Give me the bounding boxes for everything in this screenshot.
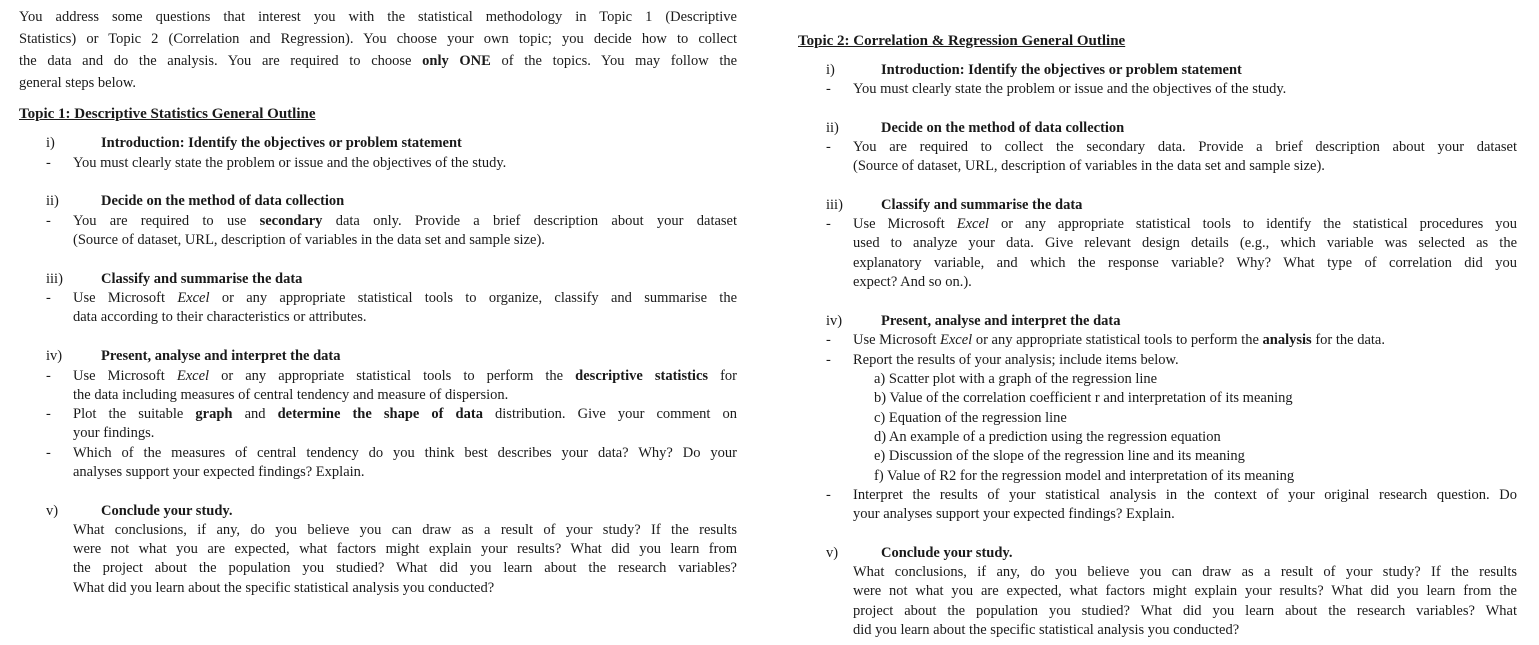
t1-s1-heading: Introduction: Identify the objectives or problem statement	[101, 135, 462, 151]
intro-emphasis: only ONE	[422, 53, 491, 69]
t1-s4-bullet2-line2: your findings.	[73, 425, 155, 441]
t2-s3-text: or any appropriate statistical tools to identify the statistical procedures you	[1000, 216, 1518, 232]
t2-s4-bullet3-line2: your analyses support your expected findings? Explain.	[853, 506, 1175, 522]
t1-s4-bullet2-line1	[73, 405, 737, 425]
bullet-dash: -	[46, 368, 51, 384]
t2-s4-bullet1	[853, 331, 1517, 351]
topic2-title: Topic 2: Correlation & Regression General Outline	[798, 33, 1126, 49]
bullet-dash: -	[826, 487, 831, 503]
t2-s4-item-a: a) Scatter plot with a graph of the regression line	[874, 371, 1158, 387]
t2-s2-bullet-line1: You are required to collect the secondary data. Provide a brief description about your dataset	[853, 139, 1517, 155]
t2-s3-excel: Excel	[956, 216, 989, 232]
t1-s4-shape: determine the shape of data	[277, 406, 483, 422]
t2-s3-bullet-line1	[853, 215, 1517, 235]
t2-s4-analysis: analysis	[1262, 332, 1312, 348]
t2-s5-heading: Conclude your study.	[881, 545, 1013, 561]
t1-s4-text: Plot the suitable	[73, 406, 184, 422]
t1-s4-descriptive: descriptive statistics	[575, 368, 709, 384]
t1-s2-bullet-line1	[73, 212, 737, 232]
t2-s2-number: ii)	[826, 120, 839, 136]
t2-s2-bullet-line2: (Source of dataset, URL, description of variables in the data set and sample size).	[853, 158, 1325, 174]
t2-s4-bullet2: Report the results of your analysis; include items below.	[853, 352, 1179, 368]
t2-s4-item-c: c) Equation of the regression line	[874, 410, 1067, 426]
bullet-dash: -	[46, 155, 51, 171]
t2-s4-number: iv)	[826, 313, 843, 329]
t1-s3-bullet-line2: data according to their characteristics or attributes.	[73, 309, 367, 325]
t1-s4-bullet3-line1: Which of the measures of central tendency do you think best describes your data? Why? Do your	[73, 445, 737, 461]
intro-text: the data and do the analysis. You are required to choose	[19, 53, 412, 69]
t2-s5-number: v)	[826, 545, 839, 561]
t2-s5-line2: were not what you are expected, what factors might explain your results? What did you learn from the	[853, 583, 1517, 599]
t2-s5-line1: What conclusions, if any, do you believe you can draw as a result of your study? If the results	[853, 564, 1517, 580]
bullet-dash: -	[826, 81, 831, 97]
t1-s3-text: or any appropriate statistical tools to organize, classify and summarise the	[221, 290, 738, 306]
t2-s2-heading: Decide on the method of data collection	[881, 120, 1125, 136]
t2-s1-bullet: You must clearly state the problem or issue and the objectives of the study.	[853, 81, 1287, 97]
t1-s2-number: ii)	[46, 193, 59, 209]
t1-s4-number: iv)	[46, 348, 63, 364]
t1-s4-heading: Present, analyse and interpret the data	[101, 348, 341, 364]
t1-s3-bullet-line1	[73, 289, 737, 309]
t1-s4-bullet3-line2: analyses support your expected findings? Explain.	[73, 464, 365, 480]
t2-s3-bullet-line2: used to analyze your data. Give relevant design details (e.g., which variable was selected as the	[853, 235, 1517, 251]
t2-s4-text: or any appropriate statistical tools to perform the	[975, 332, 1259, 348]
t2-s3-number: iii)	[826, 197, 843, 213]
t2-s4-text: Use Microsoft	[853, 332, 937, 348]
intro-line-3	[19, 52, 737, 72]
topic1-title: Topic 1: Descriptive Statistics General Outline	[19, 106, 316, 122]
t1-s3-number: iii)	[46, 271, 63, 287]
intro-line-1: You address some questions that interest you with the statistical methodology in Topic 1 (Descriptive	[19, 9, 737, 25]
bullet-dash: -	[46, 290, 51, 306]
t2-s4-text: for the data.	[1315, 332, 1385, 348]
t1-s4-text: for	[720, 368, 737, 384]
t1-s5-line2: were not what you are expected, what factors might explain your results? What did you learn from	[73, 541, 737, 557]
t2-s3-heading: Classify and summarise the data	[881, 197, 1083, 213]
bullet-dash: -	[826, 216, 831, 232]
t2-s1-heading: Introduction: Identify the objectives or problem statement	[881, 62, 1242, 78]
t1-s2-bullet-line2: (Source of dataset, URL, description of variables in the data set and sample size).	[73, 232, 545, 248]
t2-s3-text: Use Microsoft	[853, 216, 945, 232]
t2-s4-item-f: f) Value of R2 for the regression model and interpretation of its meaning	[874, 468, 1295, 484]
bullet-dash: -	[826, 139, 831, 155]
t1-s2-text: data only. Provide a brief description about your dataset	[335, 213, 738, 229]
t1-s3-text: Use Microsoft	[73, 290, 166, 306]
bullet-dash: -	[46, 445, 51, 461]
t1-s4-text: or any appropriate statistical tools to perform the	[221, 368, 564, 384]
t1-s5-number: v)	[46, 503, 59, 519]
t2-s1-number: i)	[826, 62, 835, 78]
t1-s2-heading: Decide on the method of data collection	[101, 193, 345, 209]
t1-s5-heading: Conclude your study.	[101, 503, 233, 519]
t1-s5-line4: What did you learn about the specific statistical analysis you conducted?	[73, 580, 495, 596]
intro-line-4: general steps below.	[19, 75, 137, 91]
t1-s3-excel: Excel	[177, 290, 210, 306]
t2-s4-excel: Excel	[940, 332, 973, 348]
t1-s5-line1: What conclusions, if any, do you believe you can draw as a result of your study? If the results	[73, 522, 737, 538]
t2-s4-item-d: d) An example of a prediction using the regression equation	[874, 429, 1221, 445]
t1-s4-graph: graph	[195, 406, 233, 422]
t2-s3-bullet-line4: expect? And so on.).	[853, 274, 972, 290]
t1-s4-text: Use Microsoft	[73, 368, 165, 384]
t1-s1-bullet: You must clearly state the problem or issue and the objectives of the study.	[73, 155, 507, 171]
bullet-dash: -	[826, 352, 831, 368]
t1-s4-excel: Excel	[176, 368, 210, 384]
t1-s4-bullet1-line1	[73, 367, 737, 387]
t2-s4-item-b: b) Value of the correlation coefficient r and interpretation of its meaning	[874, 390, 1293, 406]
t1-s5-line3: the project about the population you studied? What did you learn about the research variables?	[73, 560, 737, 576]
t1-s4-bullet1-line2: the data including measures of central tendency and measure of dispersion.	[73, 387, 509, 403]
t2-s3-bullet-line3: explanatory variable, and which the response variable? Why? What type of correlation did you	[853, 255, 1517, 271]
t2-s5-line4: did you learn about the specific statistical analysis you conducted?	[853, 622, 1240, 638]
t1-s3-heading: Classify and summarise the data	[101, 271, 303, 287]
intro-text: of the topics. You may follow the	[501, 53, 738, 69]
t1-s4-text: distribution. Give your comment on	[495, 406, 738, 422]
bullet-dash: -	[46, 213, 51, 229]
t1-s2-secondary: secondary	[259, 213, 323, 229]
t1-s1-number: i)	[46, 135, 55, 151]
t2-s4-bullet3-line1: Interpret the results of your statistical analysis in the context of your original research question. Do	[853, 487, 1517, 503]
t2-s4-item-e: e) Discussion of the slope of the regression line and its meaning	[874, 448, 1245, 464]
t2-s5-line3: project about the population you studied? What did you learn about the research variables? What	[853, 603, 1517, 619]
t2-s4-heading: Present, analyse and interpret the data	[881, 313, 1121, 329]
t1-s2-text: You are required to use	[73, 213, 247, 229]
t1-s4-text: and	[244, 406, 266, 422]
intro-line-2: Statistics) or Topic 2 (Correlation and Regression). You choose your own topic; you decide how to collect	[19, 31, 737, 47]
bullet-dash: -	[46, 406, 51, 422]
bullet-dash: -	[826, 332, 831, 348]
